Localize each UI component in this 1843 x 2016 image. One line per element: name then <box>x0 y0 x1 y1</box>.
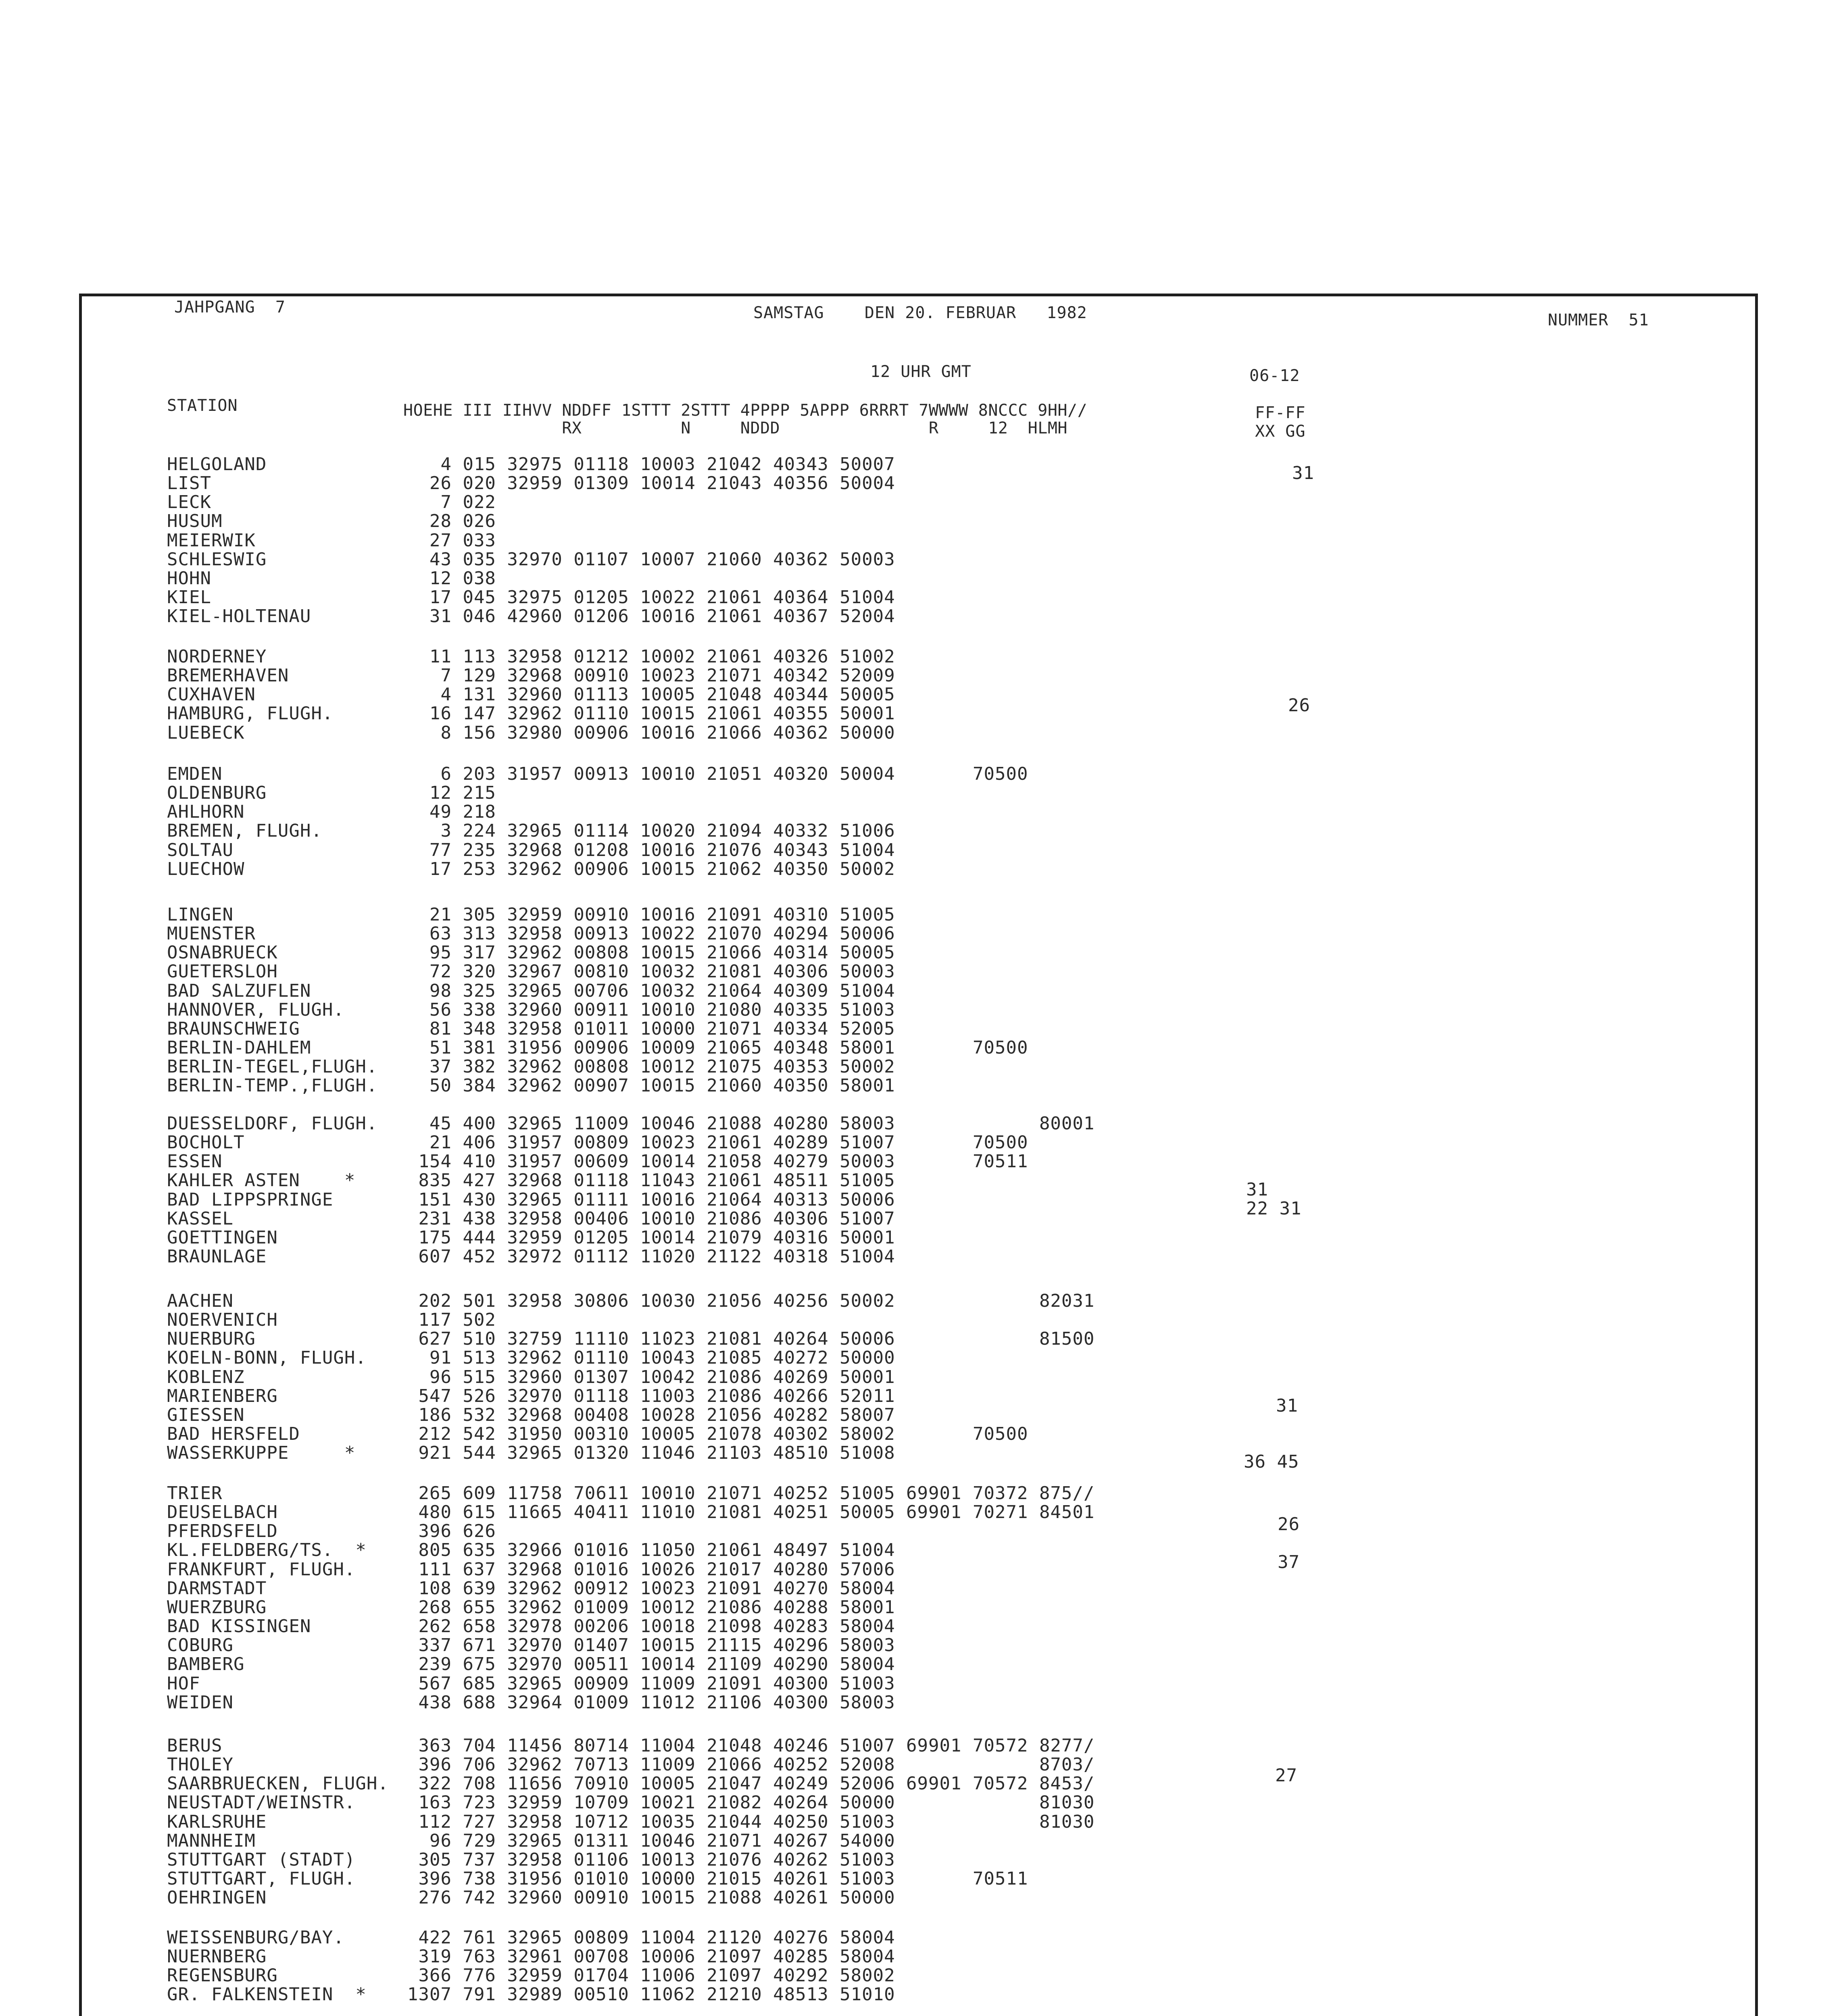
station-codes: 6 203 31957 00913 10010 21051 40320 50004 70500 12 215 49 218 3 224 32965 01114 10020 21094 40332 51006 77 235 32968 01208 10016 21076 40343 51004 17 253 32962 00906 10015 21062 40350 50002 <box>429 764 1028 879</box>
date-label: SAMSTAG DEN 20. FEBRUAR 1982 <box>753 304 1087 322</box>
wind-gust: 27 <box>1275 1765 1297 1786</box>
station-column-header: STATION <box>167 396 238 415</box>
station-names: AACHEN NOERVENICH NUERBURG KOELN-BONN, FLUGH. KOBLENZ MARIENBERG GIESSEN BAD HERSFELD WASSERKUPPE * <box>167 1291 367 1464</box>
issue-number: NUMMER 51 <box>1548 311 1649 329</box>
wind-gust: 31 <box>1276 1395 1298 1416</box>
station-codes: 45 400 32965 11009 10046 21088 40280 58003 80001 21 406 31957 00809 10023 21061 40289 51007 70500 154 410 31957 00609 10014 21058 40279 50003 70511 835 427 32968 01118 11043 21061 48511 51005 151 430 32965 01111 10016 21064 40313 50006 231 438 32958 00406 10010 21086 40306 51007 175 444 32959 01205 10014 21079 40316 50001 607 452 32972 01112 11020 21122 40318 51004 <box>418 1113 1095 1267</box>
station-names: LINGEN MUENSTER OSNABRUECK GUETERSLOH BAD SALZUFLEN HANNOVER, FLUGH. BRAUNSCHWEIG BERLIN-DAHLEM BERLIN-TEGEL,FLUGH. BERLIN-TEMP.,FLUGH. <box>167 904 378 1096</box>
station-codes: 11 113 32958 01212 10002 21061 40326 51002 7 129 32968 00910 10023 21071 40342 52009 4 131 32960 01113 10005 21048 40344 50005 16 147 32962 01110 10015 21061 40355 50001 8 156 32980 00906 10016 21066 40362 50000 <box>429 646 895 743</box>
wind-gust: 31 22 31 <box>1246 1179 1302 1219</box>
volume-label: JAHPGANG 7 <box>174 298 286 317</box>
gg-column-header: XX GG <box>1255 422 1306 441</box>
station-codes: 202 501 32958 30806 10030 21056 40256 50002 82031 117 502 627 510 32759 11110 11023 21081 40264 50006 81500 91 513 32962 01110 10043 21085 40272 50000 96 515 32960 01307 10042 21086 40269 50001 547 526 32970 01118 11003 21086 40266 52011 186 532 32968 00408 10028 21056 40282 58007 212 542 31950 00310 10005 21078 40302 58002 70500 921 544 32965 01320 11046 21103 48510 51008 <box>418 1291 1095 1464</box>
station-names: BERUS THOLEY SAARBRUECKEN, FLUGH. NEUSTADT/WEINSTR. KARLSRUHE MANNHEIM STUTTGART (STADT) STUTTGART, FLUGH. OEHRINGEN <box>167 1735 389 1908</box>
station-names: NORDERNEY BREMERHAVEN CUXHAVEN HAMBURG, FLUGH. LUEBECK <box>167 646 334 743</box>
code-column-header: HOEHE III IIHVV NDDFF 1STTT 2STTT 4PPPP 5APPP 6RRRT 7WWWW 8NCCC 9HH// <box>403 401 1088 420</box>
station-names: EMDEN OLDENBURG AHLHORN BREMEN, FLUGH. SOLTAU LUECHOW <box>167 764 322 879</box>
observation-time: 12 UHR GMT <box>870 362 972 381</box>
station-codes: 4 015 32975 01118 10003 21042 40343 50007 26 020 32959 01309 10014 21043 40356 50004 7 022 28 026 27 033 43 035 32970 01107 10007 21060 40362 50003 12 038 17 045 32975 01205 10022 21061 40364 51004 31 046 42960 01206 10016 21061 40367 52004 <box>429 454 895 627</box>
station-codes: 265 609 11758 70611 10010 21071 40252 51005 69901 70372 875// 480 615 11665 40411 11010 21081 40251 50005 69901 70271 84501 396 626 805 635 32966 01016 11050 21061 48497 51004 111 637 32968 01016 10026 21017 40280 57006 108 639 32962 00912 10023 21091 40270 58004 268 655 32962 01009 10012 21086 40288 58001 262 658 32978 00206 10018 21098 40283 58004 337 671 32970 01407 10015 21115 40296 58003 239 675 32970 00511 10014 21109 40290 58004 567 685 32965 00909 11009 21091 40300 51003 438 688 32964 01009 11012 21106 40300 58003 <box>418 1483 1095 1713</box>
wind-gust: 26 <box>1288 695 1310 716</box>
ff-column-header: FF-FF <box>1255 404 1306 422</box>
station-names: TRIER DEUSELBACH PFERDSFELD KL.FELDBERG/TS. * FRANKFURT, FLUGH. DARMSTADT WUERZBURG BAD KISSINGEN COBURG BAMBERG HOF WEIDEN <box>167 1483 367 1713</box>
code-column-subheader: RX N NDDD R 12 HLMH <box>403 419 1067 437</box>
wind-gust: 26 37 <box>1278 1514 1300 1573</box>
station-names: WEISSENBURG/BAY. NUERNBERG REGENSBURG GR. FALKENSTEIN * <box>167 1927 367 2005</box>
station-names: DUESSELDORF, FLUGH. BOCHOLT ESSEN KAHLER ASTEN * BAD LIPPSPRINGE KASSEL GOETTINGEN BRAUNLAGE <box>167 1113 378 1267</box>
station-names: HELGOLAND LIST LECK HUSUM MEIERWIK SCHLESWIG HOHN KIEL KIEL-HOLTENAU <box>167 454 311 627</box>
station-codes: 422 761 32965 00809 11004 21120 40276 58004 319 763 32961 00708 10006 21097 40285 58004 366 776 32959 01704 11006 21097 40292 58002 1307 791 32989 00510 11062 21210 48513 51010 <box>407 1927 895 2005</box>
station-codes: 21 305 32959 00910 10016 21091 40310 51005 63 313 32958 00913 10022 21070 40294 50006 95 317 32962 00808 10015 21066 40314 50005 72 320 32967 00810 10032 21081 40306 50003 98 325 32965 00706 10032 21064 40309 51004 56 338 32960 00911 10010 21080 40335 51003 81 348 32958 01011 10000 21071 40334 52005 51 381 31956 00906 10009 21065 40348 58001 70500 37 382 32962 00808 10012 21075 40353 50002 50 384 32962 00907 10015 21060 40350 58001 <box>429 904 1028 1096</box>
wind-gust: 31 <box>1292 463 1314 483</box>
period-label: 06-12 <box>1249 367 1300 385</box>
wind-gust: 36 45 <box>1244 1452 1299 1472</box>
station-codes: 363 704 11456 80714 11004 21048 40246 51007 69901 70572 8277/ 396 706 32962 70713 11009 21066 40252 52008 8703/ 322 708 11656 70910 10005 21047 40249 52006 69901 70572 8453/ 163 723 32959 10709 10021 21082 40264 50000 81030 112 727 32958 10712 10035 21044 40250 51003 81030 96 729 32965 01311 10046 21071 40267 54000 305 737 32958 01106 10013 21076 40262 51003 396 738 31956 01010 10000 21015 40261 51003 70511 276 742 32960 00910 10015 21088 40261 50000 <box>418 1735 1095 1908</box>
